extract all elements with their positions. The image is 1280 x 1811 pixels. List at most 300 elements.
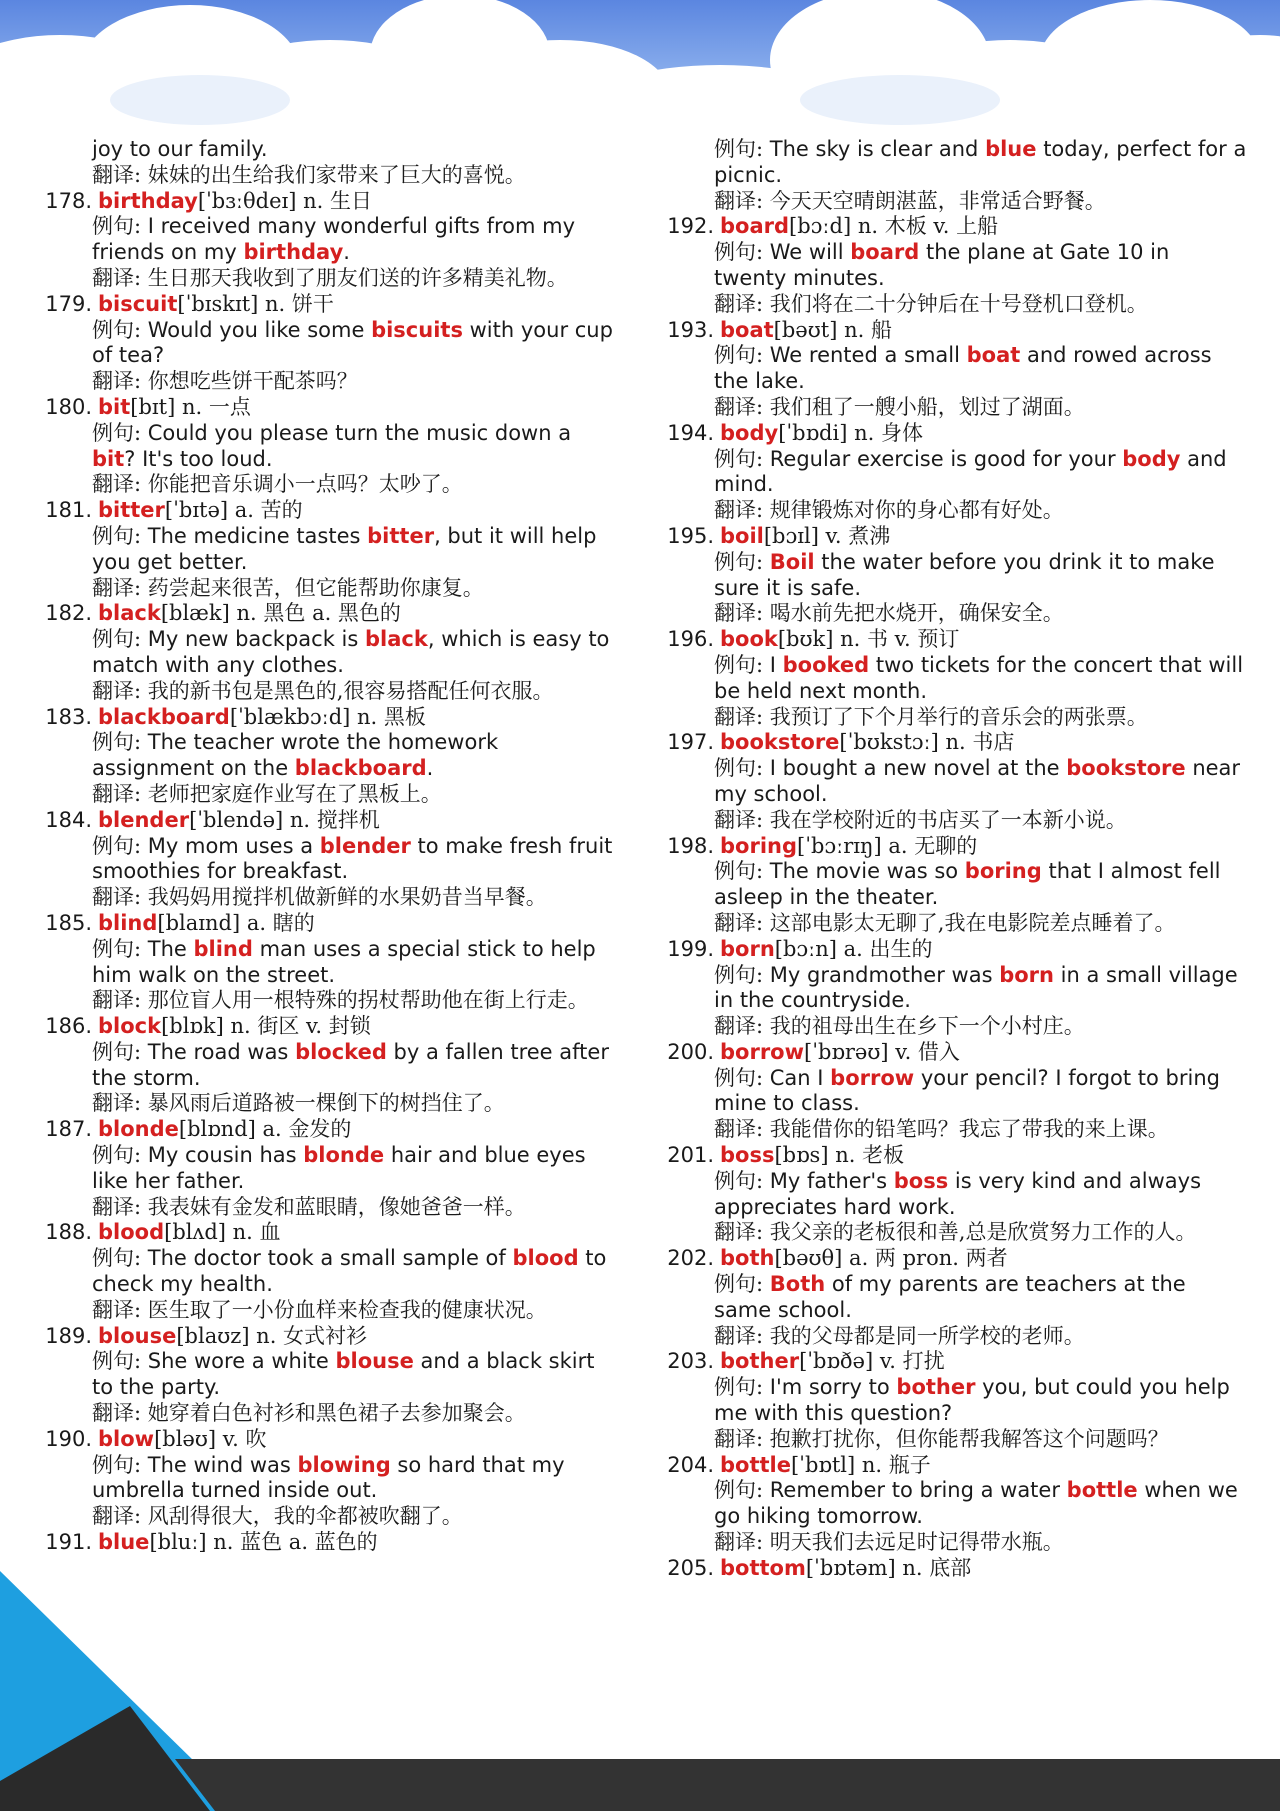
example-highlight: blouse <box>335 1349 414 1374</box>
example-sentence <box>658 550 1248 602</box>
example-text: . <box>343 240 350 265</box>
example-label: 例句: <box>92 1039 142 1064</box>
example-text: your pencil? I forgot to bring mine to class. <box>714 1065 1220 1116</box>
phonetic-and-meaning: [bɔːn] a. 出生的 <box>774 936 933 961</box>
entry-headword-line <box>36 911 621 937</box>
vocab-entry <box>658 421 1248 524</box>
translation <box>36 266 621 292</box>
translation <box>36 679 621 705</box>
example-text: Remember to bring a water <box>769 1478 1067 1503</box>
entry-number: 180. <box>45 394 92 419</box>
translation-text: 我预订了下个月举行的音乐会的两张票。 <box>769 704 1148 729</box>
example-text: The doctor took a small sample of <box>147 1246 513 1271</box>
example-label: 例句: <box>92 420 142 445</box>
phonetic-and-meaning: [blɒk] n. 街区 v. 封锁 <box>161 1014 371 1039</box>
entry-headword-line <box>658 318 1248 344</box>
example-text: and mind. <box>714 446 1227 497</box>
phonetic-and-meaning: [bəʊt] n. 船 <box>773 317 892 342</box>
vocab-entry <box>658 214 1248 317</box>
example-text: Regular exercise is good for your <box>769 446 1123 471</box>
entry-headword-line <box>36 808 621 834</box>
translation <box>36 576 621 602</box>
phonetic-and-meaning: [ˈbɪskɪt] n. 饼干 <box>177 291 334 316</box>
headword: bottom <box>720 1555 806 1580</box>
example-sentence <box>658 447 1248 499</box>
entry-list-right <box>658 214 1248 1581</box>
translation-text: 我的新书包是黑色的,很容易搭配任何衣服。 <box>147 678 554 703</box>
translation <box>658 292 1248 318</box>
example-text: Would you like some <box>147 317 372 342</box>
vocab-entry <box>658 1143 1248 1246</box>
example-sentence <box>36 318 621 370</box>
translation-label: 翻译: <box>714 291 764 316</box>
vocab-entry <box>658 730 1248 833</box>
example-text: My cousin has <box>147 1143 304 1168</box>
example-highlight: bookstore <box>1066 756 1186 781</box>
entry-headword-line <box>36 395 621 421</box>
phonetic-and-meaning: [blʌd] n. 血 <box>164 1220 281 1245</box>
example-sentence <box>36 834 621 886</box>
headword: bother <box>720 1349 800 1374</box>
example-label: 例句: <box>92 1452 142 1477</box>
example-text: The medicine tastes <box>147 523 368 548</box>
headword: black <box>98 601 161 626</box>
headword: blonde <box>98 1117 179 1142</box>
entry-number: 204. <box>667 1452 714 1477</box>
translation-label: 翻译: <box>714 807 764 832</box>
translation-label: 翻译: <box>714 1426 764 1451</box>
example-highlight: bother <box>896 1375 976 1400</box>
entry-number: 205. <box>667 1555 714 1580</box>
headword: blind <box>98 910 158 935</box>
entry-number: 197. <box>667 730 714 755</box>
vocab-entry <box>36 1427 621 1530</box>
example-highlight: boss <box>893 1168 949 1193</box>
translation <box>36 885 621 911</box>
example-highlight: biscuits <box>371 317 463 342</box>
example-sentence <box>658 1375 1248 1427</box>
translation <box>658 1014 1248 1040</box>
translation-label: 翻译: <box>92 472 142 497</box>
example-sentence <box>658 1169 1248 1221</box>
example-text: is very kind and always appreciates hard work. <box>714 1168 1202 1219</box>
vocab-entry <box>658 627 1248 730</box>
phonetic-and-meaning: [bləʊ] v. 吹 <box>154 1426 267 1451</box>
translation-text: 我在学校附近的书店买了一本新小说。 <box>769 807 1127 832</box>
phonetic-and-meaning: [bɔːd] n. 木板 v. 上船 <box>789 214 999 239</box>
translation-label: 翻译: <box>714 910 764 935</box>
translation-label: 翻译: <box>714 1014 764 1039</box>
sky-cloud-banner <box>0 0 1280 140</box>
headword: boil <box>720 523 764 548</box>
vocab-entry <box>36 705 621 808</box>
example-sentence <box>36 730 621 782</box>
entry-number: 184. <box>45 807 92 832</box>
entry-headword-line <box>36 601 621 627</box>
translation-label: 翻译: <box>92 369 142 394</box>
vocab-entry <box>658 524 1248 627</box>
entry-number: 203. <box>667 1349 714 1374</box>
example-label: 例句: <box>714 1375 764 1400</box>
translation-text: 规律锻炼对你的身心都有好处。 <box>769 498 1064 523</box>
headword: bookstore <box>720 730 840 755</box>
example-sentence <box>658 1272 1248 1324</box>
entry-headword-line <box>658 1453 1248 1479</box>
vocab-entry <box>658 1040 1248 1143</box>
entry-headword-line <box>658 1143 1248 1169</box>
translation-text: 我们租了一艘小船，划过了湖面。 <box>769 394 1085 419</box>
headword: both <box>720 1246 775 1271</box>
example-text: , which is easy to match with any clothes. <box>92 627 610 677</box>
translation-text: 我的父母都是同一所学校的老师。 <box>769 1323 1085 1348</box>
translation-label: 翻译: <box>714 601 764 626</box>
example-text: man uses a special stick to help him walk on the street. <box>92 936 596 987</box>
example-text: I <box>769 652 783 677</box>
translation-text: 抱歉打扰你，但你能帮我解答这个问题吗？ <box>769 1426 1169 1451</box>
entry-number: 178. <box>45 188 92 213</box>
headword: boat <box>720 317 774 342</box>
continued-translation: 翻译: 妹妹的出生给我们家带来了巨大的喜悦。 <box>92 162 526 187</box>
example-label: 例句: <box>92 833 142 858</box>
example-highlight: bitter <box>367 523 435 548</box>
headword: borrow <box>720 1039 804 1064</box>
vocab-entry <box>36 498 621 601</box>
phonetic-and-meaning: [ˈbɜːθdeɪ] n. 生日 <box>197 188 372 213</box>
headword: boring <box>720 833 797 858</box>
translation-text: 我表妹有金发和蓝眼睛，像她爸爸一样。 <box>147 1194 526 1219</box>
translation <box>36 1298 621 1324</box>
translation <box>658 808 1248 834</box>
example-sentence <box>658 1478 1248 1530</box>
example-label: 例句: <box>92 1246 142 1271</box>
translation-label: 翻译: <box>92 1194 142 1219</box>
entry-number: 193. <box>667 317 714 342</box>
translation-label: 翻译: <box>92 781 142 806</box>
translation-text: 我们将在二十分钟后在十号登机口登机。 <box>769 291 1148 316</box>
entry-headword-line <box>36 1324 621 1350</box>
phonetic-and-meaning: [bʊk] n. 书 v. 预订 <box>777 627 960 652</box>
headword: blue <box>98 1530 150 1555</box>
example-sentence <box>36 1349 621 1401</box>
translation <box>36 1401 621 1427</box>
example-label: 例句: <box>714 240 764 265</box>
entry-headword-line <box>36 1014 621 1040</box>
translation <box>36 472 621 498</box>
headword: blouse <box>98 1323 177 1348</box>
example-text: Could you please turn the music down a <box>147 420 572 445</box>
example-text: The teacher wrote the homework assignment on the <box>92 730 499 781</box>
example-text: to make fresh fruit smoothies for breakfast. <box>92 833 613 884</box>
example-text: I'm sorry to <box>769 1375 897 1400</box>
phonetic-and-meaning: [ˈblendə] n. 搅拌机 <box>189 807 380 832</box>
example-highlight: boat <box>966 343 1021 368</box>
example-text: The road was <box>147 1039 296 1064</box>
entry-headword-line <box>658 834 1248 860</box>
translation-text: 我妈妈用搅拌机做新鲜的水果奶昔当早餐。 <box>147 885 547 910</box>
example-text: to check my health. <box>92 1246 607 1297</box>
example-highlight: borrow <box>830 1065 915 1090</box>
translation-text: 你能把音乐调小一点吗？太吵了。 <box>147 472 463 497</box>
example-highlight: Both <box>769 1272 826 1297</box>
example-text: My grandmother was <box>769 962 1000 987</box>
example-text: and rowed across the lake. <box>714 343 1212 394</box>
example-sentence <box>36 627 621 679</box>
vocab-entry <box>36 1220 621 1323</box>
translation-label: 翻译: <box>714 1220 764 1245</box>
headword: boss <box>720 1143 775 1168</box>
translation-text: 风刮得很大，我的伞都被吹翻了。 <box>147 1504 463 1529</box>
entry-headword-line <box>658 524 1248 550</box>
example-text: hair and blue eyes like her father. <box>92 1143 586 1193</box>
phonetic-and-meaning: [ˈbɒrəʊ] v. 借入 <box>804 1039 960 1064</box>
translation <box>658 601 1248 627</box>
entry-number: 181. <box>45 498 92 523</box>
example-sentence <box>36 421 621 473</box>
translation <box>658 1117 1248 1143</box>
example-text: We will <box>769 240 851 265</box>
example-sentence <box>36 1143 621 1195</box>
phonetic-and-meaning: [ˈbɒdi] n. 身体 <box>778 420 923 445</box>
phonetic-and-meaning: [ˈbɒtl] n. 瓶子 <box>790 1452 931 1477</box>
translation-text: 这部电影太无聊了,我在电影院差点睡着了。 <box>769 910 1176 935</box>
translation-text: 暴风雨后道路被一棵倒下的树挡住了。 <box>147 1091 505 1116</box>
headword: blackboard <box>98 704 230 729</box>
translation-text: 医生取了一小份血样来检查我的健康状况。 <box>147 1297 547 1322</box>
example-sentence <box>658 756 1248 808</box>
example-highlight: black <box>365 627 428 652</box>
example-label: 例句: <box>92 214 142 239</box>
phonetic-and-meaning: [blɒnd] a. 金发的 <box>178 1117 352 1142</box>
example-label: 例句: <box>714 549 764 574</box>
vocab-entry <box>658 1453 1248 1556</box>
example-text: My mom uses a <box>147 833 320 858</box>
example-text: the plane at Gate 10 in twenty minutes. <box>714 240 1170 290</box>
entry-headword-line <box>658 1040 1248 1066</box>
example-text: that I almost fell asleep in the theater. <box>714 859 1221 910</box>
example-text: The <box>147 936 194 961</box>
entry-number: 188. <box>45 1220 92 1245</box>
phonetic-and-meaning: [blæk] n. 黑色 a. 黑色的 <box>160 601 401 626</box>
headword: blow <box>98 1426 155 1451</box>
phonetic-and-meaning: [ˈbʊkstɔː] n. 书店 <box>839 730 1015 755</box>
vocab-entry <box>36 1324 621 1427</box>
translation-label: 翻译: <box>92 988 142 1013</box>
example-label: 例句: <box>714 756 764 781</box>
example-text: two tickets for the concert that will be held next month. <box>714 652 1244 703</box>
example-label: 例句: <box>714 343 764 368</box>
example-label: 例句: <box>92 1143 142 1168</box>
translation-label: 翻译: <box>714 1530 764 1555</box>
entry-number: 182. <box>45 601 92 626</box>
entry-number: 196. <box>667 627 714 652</box>
example-text: so hard that my umbrella turned inside out. <box>92 1452 565 1503</box>
example-sentence <box>36 524 621 576</box>
vocab-entry <box>658 834 1248 937</box>
headword: bottle <box>720 1452 791 1477</box>
phonetic-and-meaning: [ˈbɔːrɪŋ] a. 无聊的 <box>797 833 978 858</box>
translation <box>36 1195 621 1221</box>
vocab-entry <box>36 1014 621 1117</box>
example-highlight: bottle <box>1066 1478 1138 1503</box>
phonetic-and-meaning: [ˈbɪtə] a. 苦的 <box>164 498 303 523</box>
entry-headword-line <box>36 1427 621 1453</box>
right-column <box>658 137 1248 1582</box>
headword: board <box>720 214 790 239</box>
example-text: by a fallen tree after the storm. <box>92 1039 609 1090</box>
example-text: near my school. <box>714 756 1241 806</box>
entry-headword-line <box>658 421 1248 447</box>
entry-number: 187. <box>45 1117 92 1142</box>
entry-headword-line <box>36 1117 621 1143</box>
phonetic-and-meaning: [blaɪnd] a. 瞎的 <box>157 910 315 935</box>
translation-label: 翻译: <box>714 1323 764 1348</box>
left-column <box>36 137 621 1556</box>
headword: birthday <box>98 188 198 213</box>
vocab-entry <box>658 1349 1248 1452</box>
vocab-entry <box>36 601 621 704</box>
translation-label: 翻译: <box>714 1117 764 1142</box>
entry-number: 201. <box>667 1143 714 1168</box>
example-text: and a black skirt to the party. <box>92 1349 595 1400</box>
vocab-entry <box>36 808 621 911</box>
entry-headword-line <box>36 498 621 524</box>
translation <box>36 988 621 1014</box>
entry-headword-line <box>658 214 1248 240</box>
translation <box>36 782 621 808</box>
continued-translation: 翻译: 今天天空晴朗湛蓝，非常适合野餐。 <box>714 188 1106 213</box>
example-highlight: blood <box>512 1246 579 1271</box>
translation-text: 明天我们去远足时记得带水瓶。 <box>769 1530 1064 1555</box>
example-sentence <box>658 963 1248 1015</box>
vocab-entry <box>36 189 621 292</box>
translation-label: 翻译: <box>92 1504 142 1529</box>
vocab-entry <box>658 1246 1248 1349</box>
example-sentence <box>658 653 1248 705</box>
translation-text: 她穿着白色衬衫和黑色裙子去参加聚会。 <box>147 1401 526 1426</box>
example-highlight: Boil <box>769 549 815 574</box>
example-label: 例句: <box>714 446 764 471</box>
example-highlight: boring <box>964 859 1042 884</box>
headword: block <box>98 1014 162 1039</box>
translation-text: 那位盲人用一根特殊的拐杖帮助他在街上行走。 <box>147 988 589 1013</box>
example-label: 例句: <box>714 962 764 987</box>
example-label: 例句: <box>92 1349 142 1374</box>
example-label: 例句: <box>92 936 142 961</box>
entry-number: 189. <box>45 1323 92 1348</box>
headword: bit <box>98 394 131 419</box>
entry-headword-line <box>658 1556 1248 1582</box>
entry-number: 198. <box>667 833 714 858</box>
entry-headword-line <box>658 627 1248 653</box>
entry-headword-line <box>658 937 1248 963</box>
example-highlight: blocked <box>295 1039 387 1064</box>
example-highlight: born <box>999 962 1054 987</box>
entry-headword-line <box>36 1220 621 1246</box>
translation-label: 翻译: <box>92 678 142 703</box>
translation-text: 我父亲的老板很和善,总是欣赏努力工作的人。 <box>769 1220 1197 1245</box>
example-label: 例句: <box>92 627 142 652</box>
translation <box>658 1530 1248 1556</box>
phonetic-and-meaning: [ˈbɒtəm] n. 底部 <box>805 1555 972 1580</box>
vocab-entry <box>36 911 621 1014</box>
translation-label: 翻译: <box>92 1297 142 1322</box>
example-highlight: blowing <box>297 1452 391 1477</box>
translation-text: 我能借你的铅笔吗？我忘了带我的来上课。 <box>769 1117 1169 1142</box>
example-text: ? It's too loud. <box>124 446 273 471</box>
translation <box>36 369 621 395</box>
entry-headword-line <box>36 292 621 318</box>
entry-number: 179. <box>45 291 92 316</box>
vocab-entry <box>36 1117 621 1220</box>
example-sentence <box>36 1040 621 1092</box>
example-label: 例句: <box>714 859 764 884</box>
example-text: We rented a small <box>769 343 967 368</box>
translation-label: 翻译: <box>714 394 764 419</box>
headword: book <box>720 627 778 652</box>
example-sentence <box>658 343 1248 395</box>
translation-label: 翻译: <box>92 885 142 910</box>
translation <box>658 1220 1248 1246</box>
headword: blood <box>98 1220 165 1245</box>
translation-text: 药尝起来很苦，但它能帮助你康复。 <box>147 575 484 600</box>
entry-number: 190. <box>45 1426 92 1451</box>
translation-label: 翻译: <box>92 1091 142 1116</box>
example-sentence <box>36 214 621 266</box>
vocab-entry <box>658 1556 1248 1582</box>
example-text: in a small village in the countryside. <box>714 962 1238 1013</box>
example-highlight: blonde <box>303 1143 385 1168</box>
example-highlight: body <box>1122 446 1181 471</box>
example-sentence <box>658 240 1248 292</box>
phonetic-and-meaning: [bluː] n. 蓝色 a. 蓝色的 <box>149 1530 378 1555</box>
vocab-entry <box>658 937 1248 1040</box>
phonetic-and-meaning: [blaʊz] n. 女式衬衫 <box>176 1323 368 1348</box>
translation-text: 老师把家庭作业写在了黑板上。 <box>147 781 442 806</box>
entry-number: 183. <box>45 704 92 729</box>
example-text: , but it will help you get better. <box>92 523 597 574</box>
translation <box>658 705 1248 731</box>
phonetic-and-meaning: [ˈbɒðə] v. 打扰 <box>799 1349 945 1374</box>
example-highlight: bit <box>92 446 125 471</box>
headword: biscuit <box>98 291 178 316</box>
translation <box>658 1427 1248 1453</box>
example-highlight: board <box>850 240 920 265</box>
phonetic-and-meaning: [bɒs] n. 老板 <box>774 1143 905 1168</box>
example-text: Can I <box>769 1065 831 1090</box>
example-text: My father's <box>769 1168 894 1193</box>
translation <box>658 395 1248 421</box>
example-text: when we go hiking tomorrow. <box>714 1478 1238 1529</box>
example-highlight: booked <box>782 652 870 677</box>
phonetic-and-meaning: [bɪt] n. 一点 <box>130 394 251 419</box>
entry-number: 194. <box>667 420 714 445</box>
translation-text: 你想吃些饼干配茶吗？ <box>147 369 358 394</box>
translation-label: 翻译: <box>714 498 764 523</box>
entry-list-left <box>36 189 621 1556</box>
entry-number: 200. <box>667 1039 714 1064</box>
entry-number: 185. <box>45 910 92 935</box>
example-text: I received many wonderful gifts from my friends on my <box>92 214 576 265</box>
headword: body <box>720 420 779 445</box>
entry-number: 186. <box>45 1014 92 1039</box>
translation <box>658 498 1248 524</box>
vocab-entry <box>36 1530 621 1556</box>
translation <box>36 1091 621 1117</box>
continued-example: 例句: The sky is clear and blue today, perfect for a picnic. <box>714 137 1247 187</box>
example-label: 例句: <box>714 652 764 677</box>
example-sentence <box>36 1246 621 1298</box>
example-sentence <box>658 859 1248 911</box>
